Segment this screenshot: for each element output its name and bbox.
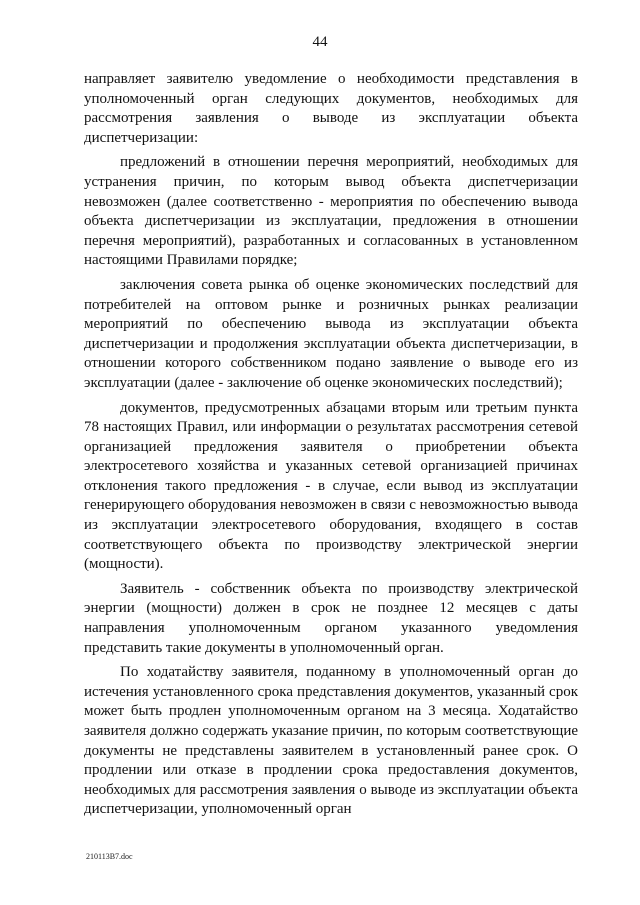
page-number: 44 (312, 34, 328, 50)
paragraph-continuation: направляет заявителю уведомление о необходимости представления в уполномоченный орган следующих документов, необходимых для рассмотрения заявления о выводе из эксплуатации объекта диспетчеризации: (84, 71, 578, 146)
document-body (84, 70, 578, 820)
paragraph-proposals: предложений в отношении перечня мероприятий, необходимых для устранения причин, по которым вывод объекта диспетчеризации невозможен (далее соответственно - мероприятия по обеспечению вывода объекта диспетчеризации из эксплуатации, предложения в отношении перечня мероприятий), разработанных и согласованных в установленном настоящими Правилами порядке; (84, 154, 578, 269)
paragraph-applicant-deadline: Заявитель - собственник объекта по производству электрической энергии (мощности) должен в срок не позднее 12 месяцев с даты направления уполномоченным органом указанного уведомления представить такие документы в уполномоченный орган. (84, 580, 578, 656)
paragraph-market-council-conclusion: заключения совета рынка об оценке экономических последствий для потребителей на оптовом рынке и розничных рынках реализации мероприятий по обеспечению вывода из эксплуатации объекта диспетчеризации и продолжения эксплуатации объекта диспетчеризации, в отношении которого собственником подано заявление о выводе его из эксплуатации (далее - заключение об оценке экономических последствий); (84, 276, 578, 391)
paragraph-documents-item-78: документов, предусмотренных абзацами вторым или третьим пункта 78 настоящих Правил, или информации о результатах рассмотрения сетевой организацией предложения заявителя о приобретении объекта электросетевого хозяйства и указанных сетевой организацией причинах отклонения такого предложения - в случае, если вывод из эксплуатации генерирующего оборудования невозможен в связи с невозможностью вывода из эксплуатации электросетевого оборудования, входящего в состав соответствующего объекта по производству электрической энергии (мощности). (84, 399, 578, 573)
footer-document-code: 210113B7.doc (86, 852, 133, 861)
paragraph-extension-request: По ходатайству заявителя, поданному в уполномоченный орган до истечения установленного срока представления документов, указанный срок может быть продлен уполномоченным органом на 3 месяца. Ходатайство заявителя должно содержать указание причин, по которым соответствующие документы не представлены заявителем в установленный ранее срок. О продлении или отказе в продлении срока предоставления документов, необходимых для рассмотрения заявления о выводе из эксплуатации объекта диспетчеризации, уполномоченный орган (84, 664, 578, 818)
